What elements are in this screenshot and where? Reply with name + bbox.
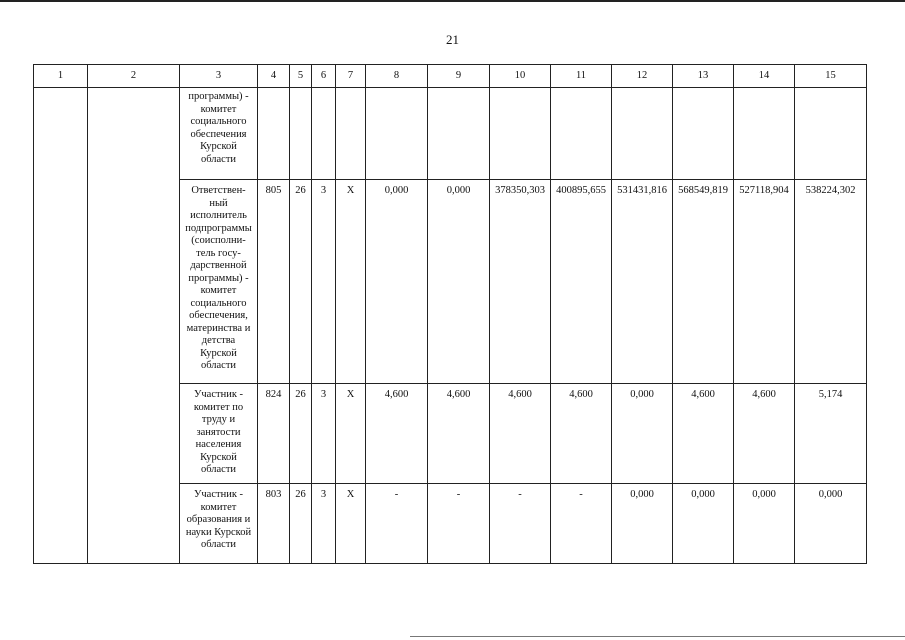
column-header: 14 — [734, 65, 795, 88]
table-cell: 26 — [290, 484, 312, 564]
table-cell: 4,600 — [734, 384, 795, 484]
table-cell: 3 — [312, 384, 336, 484]
table-cell: 26 — [290, 180, 312, 384]
table-cell: 0,000 — [795, 484, 867, 564]
executor-description: программы) - комитет социального обеспечения Курской области — [180, 88, 258, 180]
table-cell — [312, 88, 336, 180]
table-cell: 3 — [312, 484, 336, 564]
table-cell: 0,000 — [673, 484, 734, 564]
table-cell: - — [490, 484, 551, 564]
table-cell: Х — [336, 180, 366, 384]
table-cell — [290, 88, 312, 180]
column-header: 3 — [180, 65, 258, 88]
table-cell: 5,174 — [795, 384, 867, 484]
table-cell: - — [366, 484, 428, 564]
table-cell: 568549,819 — [673, 180, 734, 384]
table-cell: 378350,303 — [490, 180, 551, 384]
executor-description: Участник - комитет по труду и занятости населения Курской области — [180, 384, 258, 484]
column-header: 2 — [88, 65, 180, 88]
column-header: 12 — [612, 65, 673, 88]
bottom-scan-line — [410, 636, 905, 637]
column-header: 5 — [290, 65, 312, 88]
table-cell: 4,600 — [490, 384, 551, 484]
table-cell: 4,600 — [366, 384, 428, 484]
table-cell: 0,000 — [428, 180, 490, 384]
table-cell: 4,600 — [673, 384, 734, 484]
column-header: 13 — [673, 65, 734, 88]
page-number: 21 — [446, 32, 459, 47]
table-cell: 0,000 — [612, 384, 673, 484]
column-header: 4 — [258, 65, 290, 88]
column-header: 10 — [490, 65, 551, 88]
table-cell: 0,000 — [734, 484, 795, 564]
table-cell — [551, 88, 612, 180]
executor-description: Ответствен- ный исполнитель подпрограммы (соисполни- тель госу- дарственной программы) - комитет социального обеспечения, материнства и детства Курской области — [180, 180, 258, 384]
column-header: 1 — [34, 65, 88, 88]
column-header: 7 — [336, 65, 366, 88]
executor-description: Участник - комитет образования и науки Курской области — [180, 484, 258, 564]
table-cell — [336, 88, 366, 180]
table-cell — [734, 88, 795, 180]
top-border-line — [0, 0, 905, 2]
table-cell: 538224,302 — [795, 180, 867, 384]
cell-col1-merged — [34, 88, 88, 564]
table-cell: 805 — [258, 180, 290, 384]
table-cell: 0,000 — [366, 180, 428, 384]
table-cell: 527118,904 — [734, 180, 795, 384]
table-cell — [366, 88, 428, 180]
table-cell: - — [551, 484, 612, 564]
table-cell: 3 — [312, 180, 336, 384]
table-cell — [490, 88, 551, 180]
table-cell — [258, 88, 290, 180]
table-cell: 400895,655 — [551, 180, 612, 384]
cell-col2-merged — [88, 88, 180, 564]
table-row — [34, 88, 867, 180]
column-header: 11 — [551, 65, 612, 88]
column-header: 6 — [312, 65, 336, 88]
table-cell — [795, 88, 867, 180]
column-header: 8 — [366, 65, 428, 88]
table-cell: - — [428, 484, 490, 564]
table-cell: 824 — [258, 384, 290, 484]
table-cell — [612, 88, 673, 180]
table-cell: 531431,816 — [612, 180, 673, 384]
table-cell: 803 — [258, 484, 290, 564]
table-cell — [428, 88, 490, 180]
column-header: 9 — [428, 65, 490, 88]
header-row — [34, 65, 867, 88]
table-cell: 4,600 — [428, 384, 490, 484]
budget-table — [33, 64, 867, 564]
table-cell: Х — [336, 384, 366, 484]
table-cell: 4,600 — [551, 384, 612, 484]
column-header: 15 — [795, 65, 867, 88]
table-cell — [673, 88, 734, 180]
table-cell: 0,000 — [612, 484, 673, 564]
table-cell: 26 — [290, 384, 312, 484]
table-cell: Х — [336, 484, 366, 564]
